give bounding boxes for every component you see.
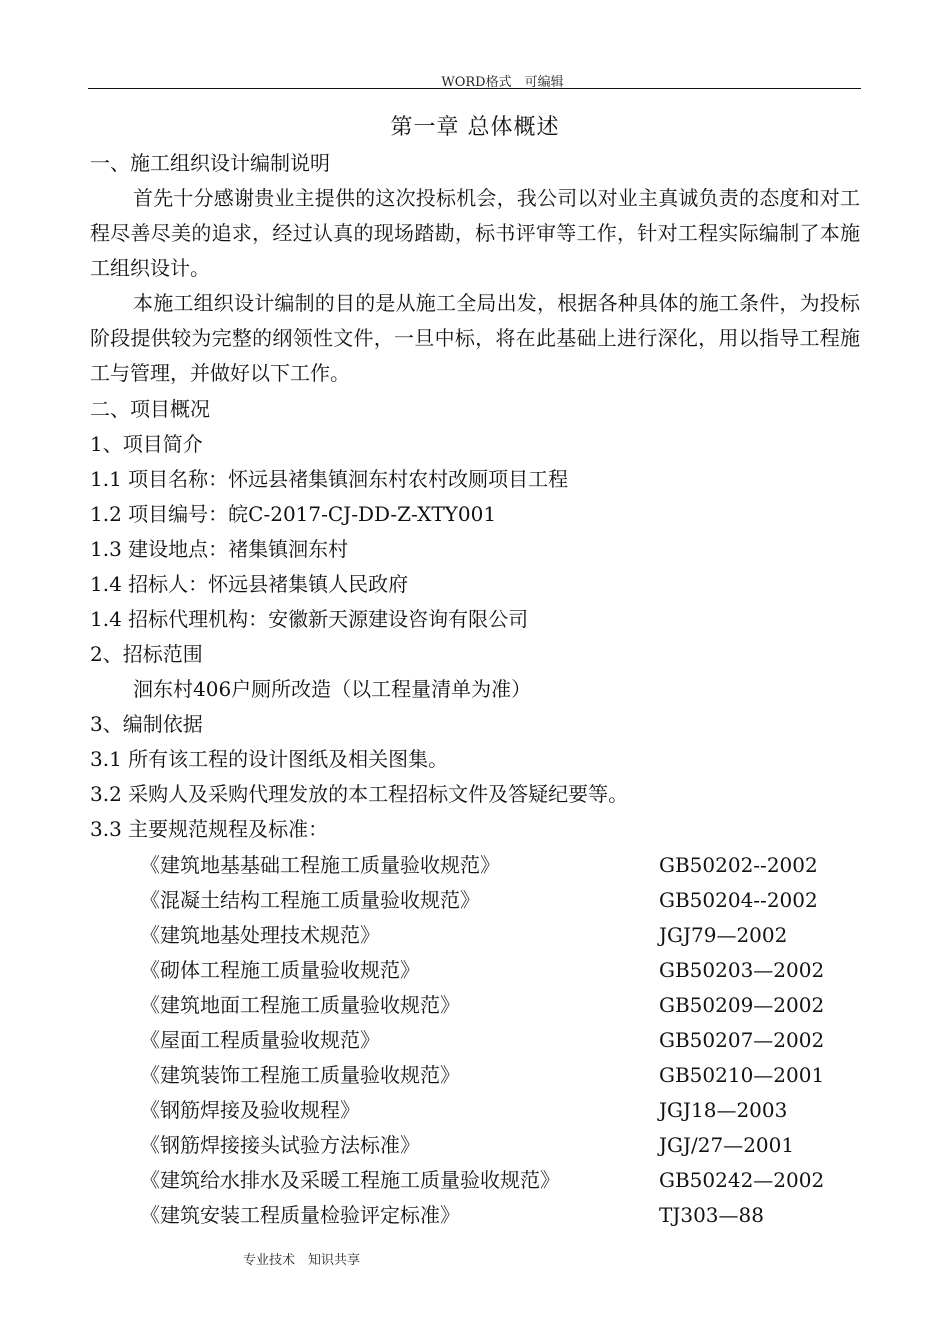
header-rule xyxy=(88,88,861,89)
basis-item: 3.1 所有该工程的设计图纸及相关图集。 xyxy=(90,747,449,771)
page-footer: 专业技术 知识共享 xyxy=(243,1253,361,1268)
standard-code: GB50207—2002 xyxy=(659,1028,825,1052)
sub2-heading: 2、招标范围 xyxy=(90,642,203,666)
section1-heading: 一、施工组织设计编制说明 xyxy=(90,151,330,175)
standard-name: 《钢筋焊接接头试验方法标准》 xyxy=(140,1133,420,1157)
standard-name: 《钢筋焊接及验收规程》 xyxy=(140,1098,360,1122)
standard-name: 《建筑地基基础工程施工质量验收规范》 xyxy=(140,853,500,877)
standard-code: GB50209—2002 xyxy=(659,993,825,1017)
section1-paragraph-2: 本施工组织设计编制的目的是从施工全局出发，根据各种具体的施工条件，为投标阶段提供较为完整的纲领性文件，一旦中标，将在此基础上进行深化，用以指导工程施工与管理，并做好以下工作。 xyxy=(90,291,860,385)
standard-name: 《建筑地面工程施工质量验收规范》 xyxy=(140,993,460,1017)
standard-name: 《建筑装饰工程施工质量验收规范》 xyxy=(140,1063,460,1087)
standard-name: 《建筑安装工程质量检验评定标准》 xyxy=(140,1203,460,1227)
standard-code: GB50242—2002 xyxy=(659,1168,825,1192)
basis-item: 3.2 采购人及采购代理发放的本工程招标文件及答疑纪要等。 xyxy=(90,782,629,806)
standard-code: GB50203—2002 xyxy=(659,958,825,982)
standard-code: JGJ79—2002 xyxy=(659,923,788,947)
sub1-heading: 1、项目简介 xyxy=(90,432,203,456)
section1-paragraph-1: 首先十分感谢贵业主提供的这次投标机会，我公司以对业主真诚负责的态度和对工程尽善尽美的追求，经过认真的现场踏勘，标书评审等工作，针对工程实际编制了本施工组织设计。 xyxy=(90,186,860,280)
project-item: 1.4 招标代理机构：安徽新天源建设咨询有限公司 xyxy=(90,607,529,631)
standard-code: GB50202--2002 xyxy=(659,853,818,877)
standard-name: 《屋面工程质量验收规范》 xyxy=(140,1028,380,1052)
header-text: WORD格式 可编辑 xyxy=(441,75,564,90)
standard-code: JGJ18—2003 xyxy=(659,1098,788,1122)
standard-code: TJ303—88 xyxy=(659,1203,764,1227)
basis-item: 3.3 主要规范规程及标准： xyxy=(90,817,329,841)
standard-name: 《砌体工程施工质量验收规范》 xyxy=(140,958,420,982)
project-item: 1.4 招标人：怀远县褚集镇人民政府 xyxy=(90,572,409,596)
standard-name: 《建筑地基处理技术规范》 xyxy=(140,923,380,947)
standard-name: 《混凝土结构工程施工质量验收规范》 xyxy=(140,888,480,912)
standard-code: GB50204--2002 xyxy=(659,888,818,912)
standard-code: JGJ/27—2001 xyxy=(659,1133,795,1157)
sub3-heading: 3、编制依据 xyxy=(90,712,203,736)
standard-code: GB50210—2001 xyxy=(659,1063,825,1087)
project-item: 1.3 建设地点：褚集镇洄东村 xyxy=(90,537,349,561)
scope-text: 洄东村406户厕所改造（以工程量清单为准） xyxy=(133,677,532,701)
project-item: 1.2 项目编号：皖C-2017-CJ-DD-Z-XTY001 xyxy=(90,502,497,526)
project-item: 1.1 项目名称：怀远县褚集镇洄东村农村改厕项目工程 xyxy=(90,467,569,491)
standard-name: 《建筑给水排水及采暖工程施工质量验收规范》 xyxy=(140,1168,560,1192)
chapter-title: 第一章 总体概述 xyxy=(390,115,560,140)
section2-heading: 二、项目概况 xyxy=(90,397,210,421)
